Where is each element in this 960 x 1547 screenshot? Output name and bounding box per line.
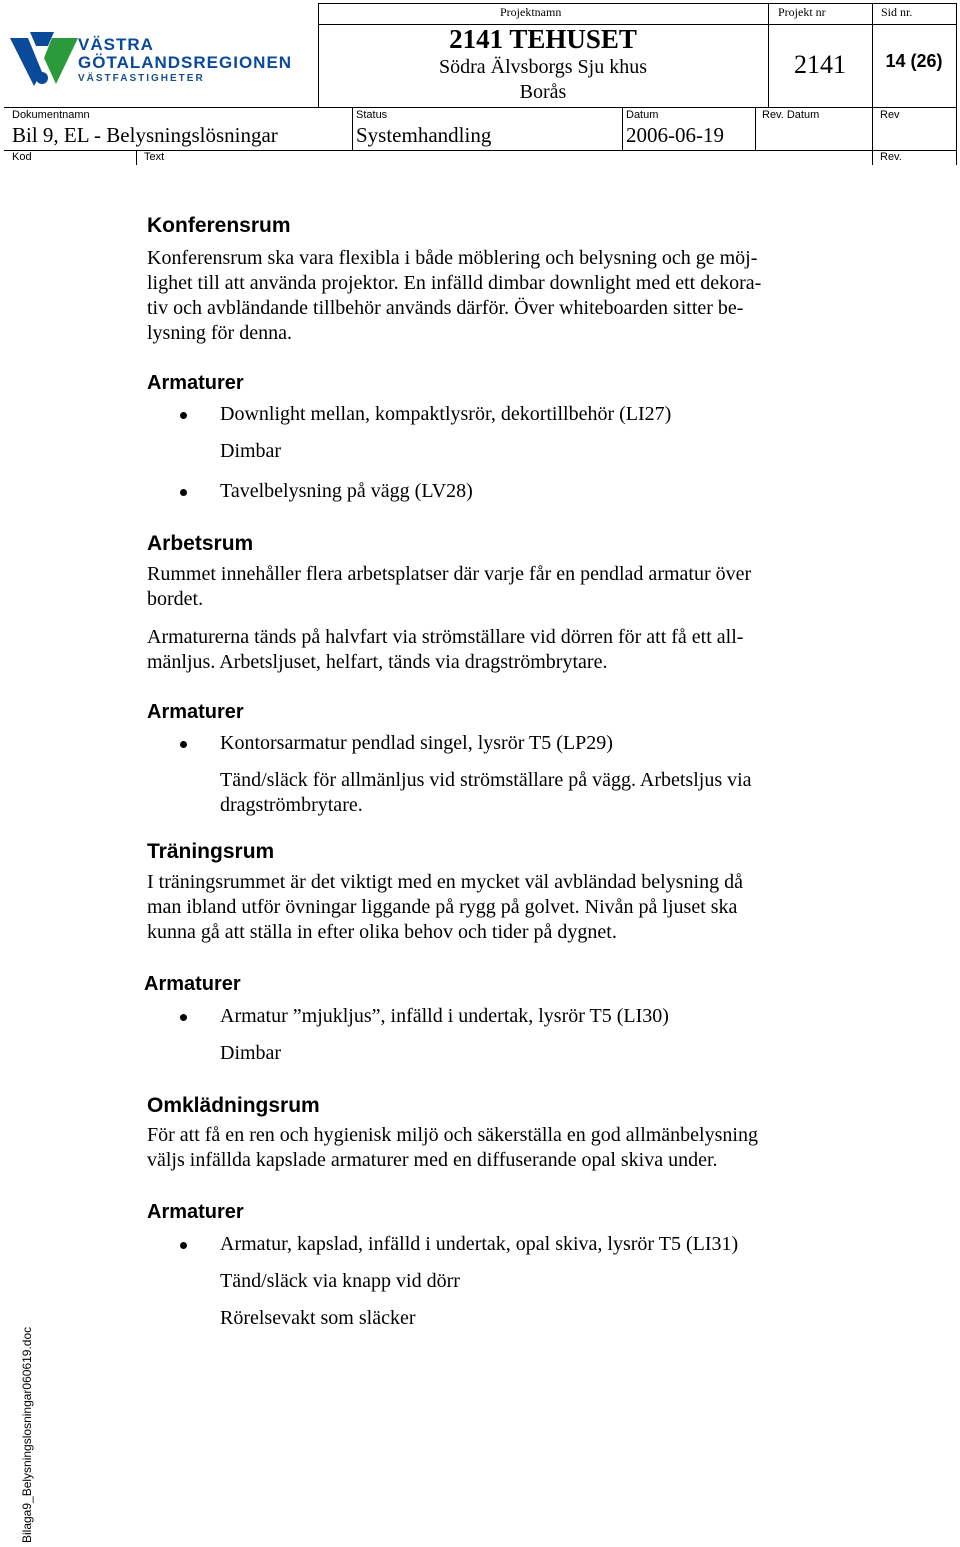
vgr-logo: [8, 28, 308, 98]
list-item-note: Tänd/släck via knapp vid dörr: [220, 1270, 460, 1292]
list-item-note: dragströmbrytare.: [220, 794, 363, 816]
text-line: Armaturerna tänds på halvfart via strömställare vid dörren för att få ett all-: [147, 626, 744, 648]
section-heading: Arbetsrum: [147, 532, 254, 555]
text-line: För att få en ren och hygienisk miljö och säkerställa en god allmänbelysning: [147, 1124, 758, 1146]
label-text: Text: [144, 151, 165, 163]
section-omkladningsrum: [147, 1092, 837, 1331]
vgr-logo-icon: [8, 28, 78, 92]
label-rev-2: Rev.: [880, 151, 902, 163]
section-arbetsrum: [147, 530, 837, 818]
fixture-list: [147, 1232, 837, 1331]
fixture-list: [147, 1004, 837, 1066]
list-item: Armatur ”mjukljus”, infälld i undertak, lysrör T5 (LI30): [147, 1004, 837, 1029]
list-item-note: Tänd/släck för allmänljus vid strömställare på vägg. Arbetsljus via: [220, 769, 752, 791]
text-line: tiv och avbländande tillbehör används därför. Över whiteboarden sitter be-: [147, 297, 744, 319]
project-subtitle-1: Södra Älvsborgs Sju khus: [439, 56, 647, 78]
page-nr-value: 14 (26): [885, 51, 943, 71]
header-divider-right: [956, 3, 957, 165]
label-rev: Rev: [880, 109, 900, 121]
list-item: Tavelbelysning på vägg (LV28): [147, 479, 837, 504]
project-nr-value: 2141: [794, 50, 846, 79]
document-name-value: Bil 9, EL - Belysningslösningar: [12, 123, 278, 147]
section-traningsrum: [144, 838, 837, 1066]
header-rule-mid: [4, 107, 956, 108]
date-value: 2006-06-19: [626, 123, 724, 147]
section-paragraph: [147, 246, 837, 346]
header-divider-4: [352, 107, 353, 150]
text-line: lighet till att använda projektor. En infälld dimbar downlight med ett dekora-: [147, 272, 762, 294]
text-line: mänljus. Arbetsljuset, helfart, tänds via dragströmbrytare.: [147, 651, 608, 673]
label-code: Kod: [12, 151, 32, 163]
header-rule-top: [318, 3, 956, 4]
section-paragraph: [147, 562, 837, 612]
section-heading: Konferensrum: [147, 214, 291, 237]
bullet-icon: [180, 1242, 187, 1249]
section-paragraph: [147, 1123, 837, 1173]
text-line: Rummet innehåller flera arbetsplatser där varje får en pendlad armatur över: [147, 563, 752, 585]
text-line: kunna gå att ställa in efter olika behov och tider på dygnet.: [147, 921, 617, 943]
label-status: Status: [356, 109, 388, 121]
fixture-list: [147, 402, 837, 504]
label-date: Datum: [626, 109, 659, 121]
bullet-icon: [180, 412, 187, 419]
header-divider-7: [872, 107, 873, 165]
project-subtitle-2: Borås: [519, 81, 567, 103]
list-item: Downlight mellan, kompaktlysrör, dekortillbehör (LI27): [147, 402, 837, 427]
logo-wordmark: [78, 36, 292, 86]
list-item-note: Dimbar: [220, 1042, 282, 1064]
logo-line-1: VÄSTRA: [78, 35, 154, 54]
bullet-icon: [180, 1014, 187, 1021]
subheading-armaturer: Armaturer: [147, 701, 244, 723]
text-line: bordet.: [147, 588, 204, 610]
label-document-name: Dokumentnamn: [12, 109, 90, 121]
logo-line-2: GÖTALANDSREGIONEN: [78, 53, 293, 72]
status-value: Systemhandling: [356, 123, 492, 147]
list-item-note: Dimbar: [220, 440, 282, 462]
header-divider-5: [622, 107, 623, 150]
section-konferensrum: [147, 212, 837, 504]
label-project-name: Projektnamn: [500, 5, 562, 19]
document-body: [144, 212, 837, 1331]
fixture-list: [147, 731, 837, 818]
bullet-icon: [180, 489, 187, 496]
label-rev-date: Rev. Datum: [762, 109, 820, 121]
list-item-note: Rörelsevakt som släcker: [220, 1307, 416, 1329]
project-title: 2141 TEHUSET: [449, 24, 637, 54]
text-line: I träningsrummet är det viktigt med en mycket väl avbländad belysning då: [147, 871, 743, 893]
logo-line-3: VÄSTFASTIGHETER: [78, 73, 205, 84]
list-item: Armatur, kapslad, infälld i undertak, opal skiva, lysrör T5 (LI31): [147, 1232, 837, 1257]
text-line: väljs infällda kapslade armaturer med en diffuserande opal skiva under.: [147, 1149, 718, 1171]
section-paragraph: [147, 625, 837, 675]
bullet-icon: [180, 741, 187, 748]
subheading-armaturer: Armaturer: [147, 1201, 244, 1223]
section-heading: Omklädningsrum: [147, 1094, 320, 1117]
label-page-nr: Sid nr.: [881, 5, 913, 19]
text-line: man ibland utför övningar liggande på rygg på golvet. Nivån på ljuset ska: [147, 896, 738, 918]
header-divider-8: [136, 150, 137, 165]
subheading-armaturer: Armaturer: [147, 372, 244, 394]
list-item: Kontorsarmatur pendlad singel, lysrör T5 (LP29): [147, 731, 837, 756]
text-line: lysning för denna.: [147, 322, 292, 344]
header-divider-6: [755, 107, 756, 150]
section-paragraph: [147, 870, 837, 945]
section-heading: Träningsrum: [147, 840, 275, 863]
text-line: Konferensrum ska vara flexibla i både möblering och belysning och ge möj-: [147, 247, 758, 269]
label-project-nr: Projekt nr: [778, 5, 826, 19]
subheading-armaturer: Armaturer: [144, 973, 241, 995]
sidebar-filename: Bilaga9_Belysningslosningar060619.doc: [20, 1326, 34, 1543]
